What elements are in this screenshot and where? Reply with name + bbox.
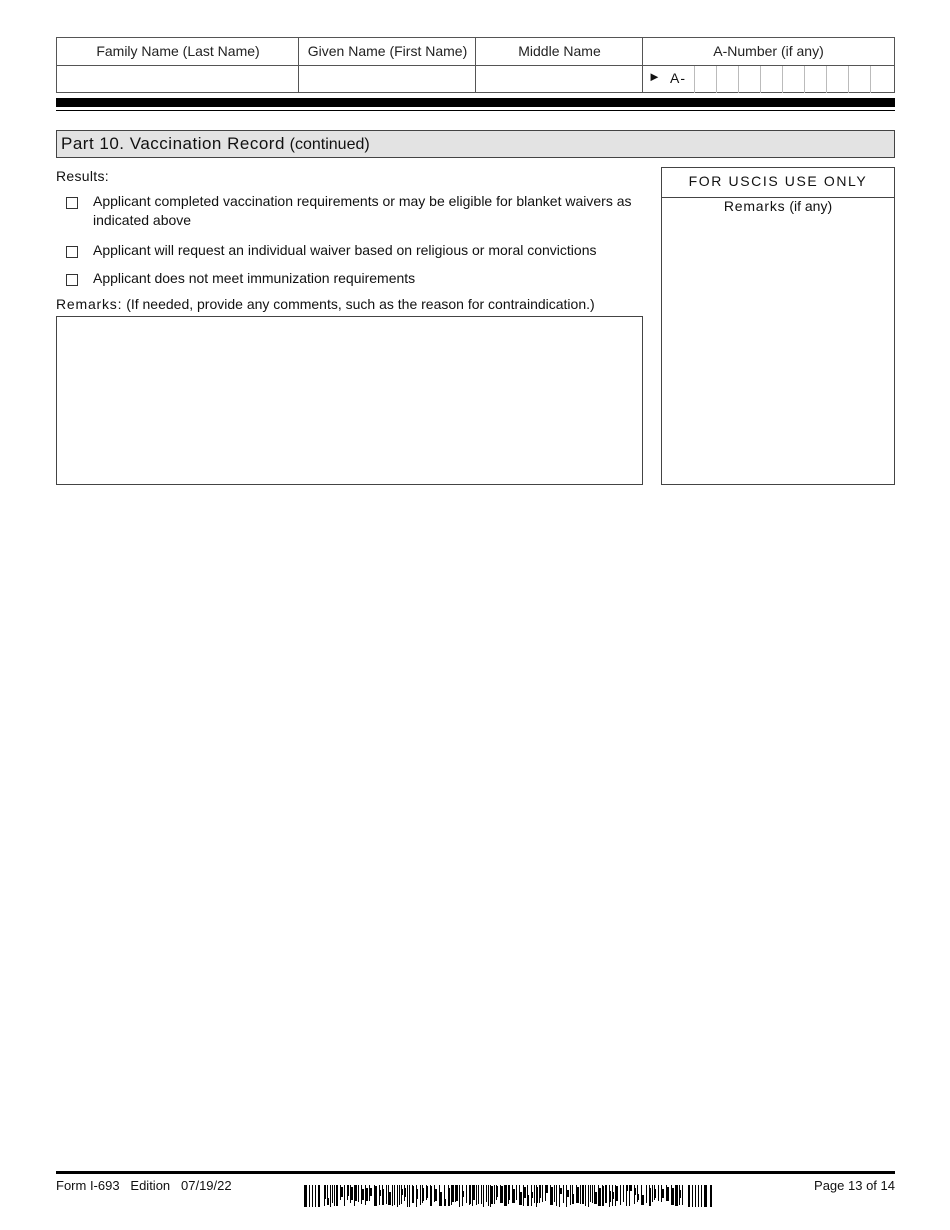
family-name-field[interactable] [59, 67, 299, 93]
uscis-remarks-label-line [662, 197, 894, 215]
given-name-label: Given Name (First Name) [307, 43, 468, 59]
uscis-remarks-label: Remarks [723, 198, 786, 214]
not-met-checkbox[interactable] [66, 274, 78, 286]
result-option-completed[interactable] [66, 192, 646, 232]
middle-name-field[interactable] [478, 67, 642, 93]
middle-name-cell [476, 38, 643, 92]
result-option-text: Applicant will request an individual waiver based on religious or moral convictions [93, 242, 597, 258]
result-option-text: Applicant completed vaccination requirements or may be eligible for blanket waivers as indicated above [93, 193, 632, 228]
a-number-digit-box[interactable] [782, 66, 804, 93]
footer-rule [56, 1171, 895, 1174]
family-name-cell [57, 38, 299, 92]
remarks-label: Remarks: [56, 296, 123, 312]
a-number-prefix: A- [670, 70, 686, 86]
uscis-use-only-title: FOR USCIS USE ONLY [662, 168, 894, 198]
uscis-remarks-suffix: (if any) [789, 198, 833, 214]
middle-name-label: Middle Name [518, 43, 601, 59]
result-option-not-met[interactable] [66, 269, 646, 289]
a-number-digit-box[interactable] [694, 66, 716, 93]
part-title: Part 10. Vaccination Record [61, 134, 285, 153]
part-title-continued: (continued) [289, 136, 370, 153]
remarks-hint: (If needed, provide any comments, such as the reason for contraindication.) [126, 296, 595, 312]
family-name-label: Family Name (Last Name) [96, 43, 260, 59]
a-number-digit-box[interactable] [716, 66, 738, 93]
arrow-right-icon: ► [648, 69, 661, 84]
remarks-textarea[interactable] [56, 316, 643, 485]
result-option-text: Applicant does not meet immunization requirements [93, 270, 416, 286]
header-thick-rule [56, 98, 895, 107]
a-number-cell [643, 38, 894, 92]
a-number-digit-box[interactable] [738, 66, 760, 93]
barcode-image [304, 1185, 714, 1207]
form-edition: Form I-693 Edition 07/19/22 [56, 1178, 232, 1193]
a-number-digit-box[interactable] [870, 66, 893, 93]
a-number-label: A-Number (if any) [713, 43, 824, 59]
a-number-digit-box[interactable] [826, 66, 848, 93]
given-name-field[interactable] [301, 67, 475, 93]
uscis-use-only-box [661, 167, 895, 485]
a-number-digit-box[interactable] [760, 66, 782, 93]
header-thin-rule [56, 110, 895, 111]
completed-checkbox[interactable] [66, 197, 78, 209]
part-10-header [56, 130, 895, 158]
given-name-cell [299, 38, 476, 92]
page-number: Page 13 of 14 [814, 1178, 895, 1193]
waiver-checkbox[interactable] [66, 246, 78, 258]
results-label: Results: [56, 168, 109, 184]
name-header-table [56, 37, 895, 93]
result-option-waiver[interactable] [66, 241, 646, 261]
a-number-digit-box[interactable] [848, 66, 870, 93]
a-number-digit-box[interactable] [804, 66, 826, 93]
remarks-label-line [56, 296, 595, 312]
